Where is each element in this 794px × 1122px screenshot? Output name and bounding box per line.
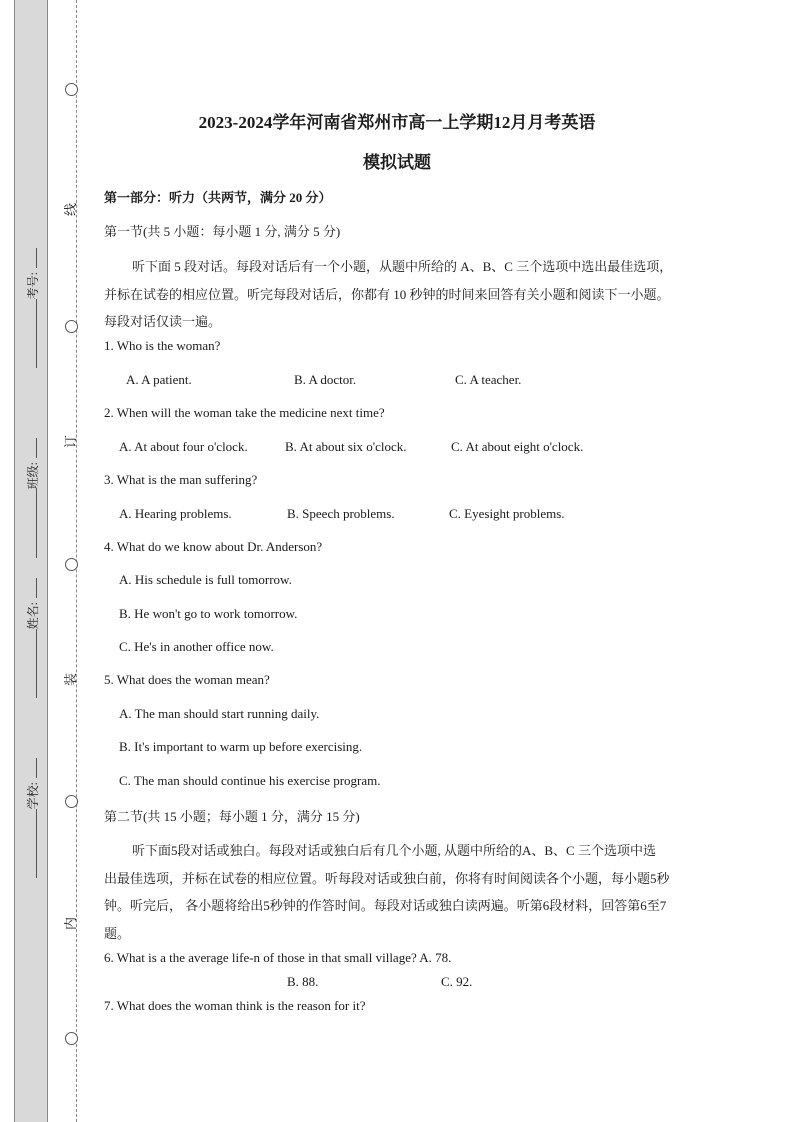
question-1-stem: 1. Who is the woman? <box>104 338 221 353</box>
question-3-option-c[interactable]: C. Eyesight problems. <box>449 506 565 521</box>
question-4-option-c[interactable]: C. He's in another office now. <box>119 639 274 654</box>
section1-instruction: 每段对话仅读一遍。 <box>104 314 222 329</box>
question-6-option-c[interactable]: C. 92. <box>441 974 473 989</box>
class-field[interactable] <box>24 438 40 558</box>
section2-instruction: 题。 <box>104 926 131 941</box>
question-2-option-b[interactable]: B. At about six o'clock. <box>285 439 407 454</box>
part1-heading: 第一部分：听力（共两节，满分 20 分） <box>104 190 332 205</box>
question-4-option-a[interactable]: A. His schedule is full tomorrow. <box>119 572 292 587</box>
exam-number-label: 考号: <box>25 272 40 300</box>
section1-heading: 第一节(共 5 小题：每小题 1 分, 满分 5 分) <box>104 224 341 239</box>
page-title: 2023-2024学年河南省郑州市高一上学期12月月考英语 <box>198 113 596 132</box>
class-label: 班级: <box>25 462 40 490</box>
binding-hole <box>65 795 78 808</box>
cut-mark-zhuang: 装 <box>63 672 79 687</box>
question-3-option-b[interactable]: B. Speech problems. <box>287 506 395 521</box>
question-5-stem: 5. What does the woman mean? <box>104 672 270 687</box>
question-3-option-a[interactable]: A. Hearing problems. <box>119 506 232 521</box>
cut-mark-ding: 订 <box>63 434 79 449</box>
question-2-stem: 2. When will the woman take the medicine next time? <box>104 405 385 420</box>
binding-hole <box>65 1032 78 1045</box>
question-1-option-a[interactable]: A. A patient. <box>126 372 192 387</box>
page-subtitle: 模拟试题 <box>363 153 431 172</box>
binding-hole <box>65 83 78 96</box>
name-field[interactable] <box>24 578 40 698</box>
question-5-option-c[interactable]: C. The man should continue his exercise program. <box>119 773 381 788</box>
question-4-option-b[interactable]: B. He won't go to work tomorrow. <box>119 606 298 621</box>
name-label: 姓名: <box>25 602 40 630</box>
exam-number-field[interactable] <box>24 248 40 368</box>
question-5-option-a[interactable]: A. The man should start running daily. <box>119 706 320 721</box>
section1-instruction: 听下面 5 段对话。每段对话后有一个小题，从题中所给的 A、B、C 三个选项中选出最佳选项， <box>132 259 673 274</box>
question-7-stem: 7. What does the woman think is the reason for it? <box>104 998 366 1013</box>
question-6-stem: 6. What is a the average life-n of those in that small village? A. 78. <box>104 950 452 965</box>
cut-mark-nei: 内 <box>63 916 79 931</box>
school-label: 学校: <box>25 782 40 810</box>
question-1-option-b[interactable]: B. A doctor. <box>294 372 357 387</box>
question-5-option-b[interactable]: B. It's important to warm up before exercising. <box>119 739 363 754</box>
section1-instruction: 并标在试卷的相应位置。听完每段对话后，你都有 10 秒钟的时间来回答有关小题和阅读下一小题。 <box>104 287 670 302</box>
question-6-option-b[interactable]: B. 88. <box>287 974 319 989</box>
section2-instruction: 出最佳选项，并标在试卷的相应位置。听每段对话或独白前，你将有时间阅读各个小题，每小题5秒 <box>104 871 670 886</box>
question-2-option-c[interactable]: C. At about eight o'clock. <box>451 439 584 454</box>
question-2-option-a[interactable]: A. At about four o'clock. <box>119 439 248 454</box>
question-1-option-c[interactable]: C. A teacher. <box>455 372 522 387</box>
section2-instruction: 听下面5段对话或独白。每段对话或独白后有几个小题, 从题中所给的A、B、C 三个选项中选 <box>132 843 656 858</box>
cut-mark-xian: 线 <box>63 202 79 217</box>
section2-heading: 第二节(共 15 小题；每小题 1 分，满分 15 分) <box>104 809 360 824</box>
question-4-stem: 4. What do we know about Dr. Anderson? <box>104 539 323 554</box>
school-field[interactable] <box>24 758 40 878</box>
binding-hole <box>65 558 78 571</box>
binding-hole <box>65 320 78 333</box>
question-3-stem: 3. What is the man suffering? <box>104 472 258 487</box>
section2-instruction: 钟。听完后， 各小题将给出5秒钟的作答时间。每段对话或独白读两遍。听第6段材料，回答第6至7 <box>104 898 667 913</box>
